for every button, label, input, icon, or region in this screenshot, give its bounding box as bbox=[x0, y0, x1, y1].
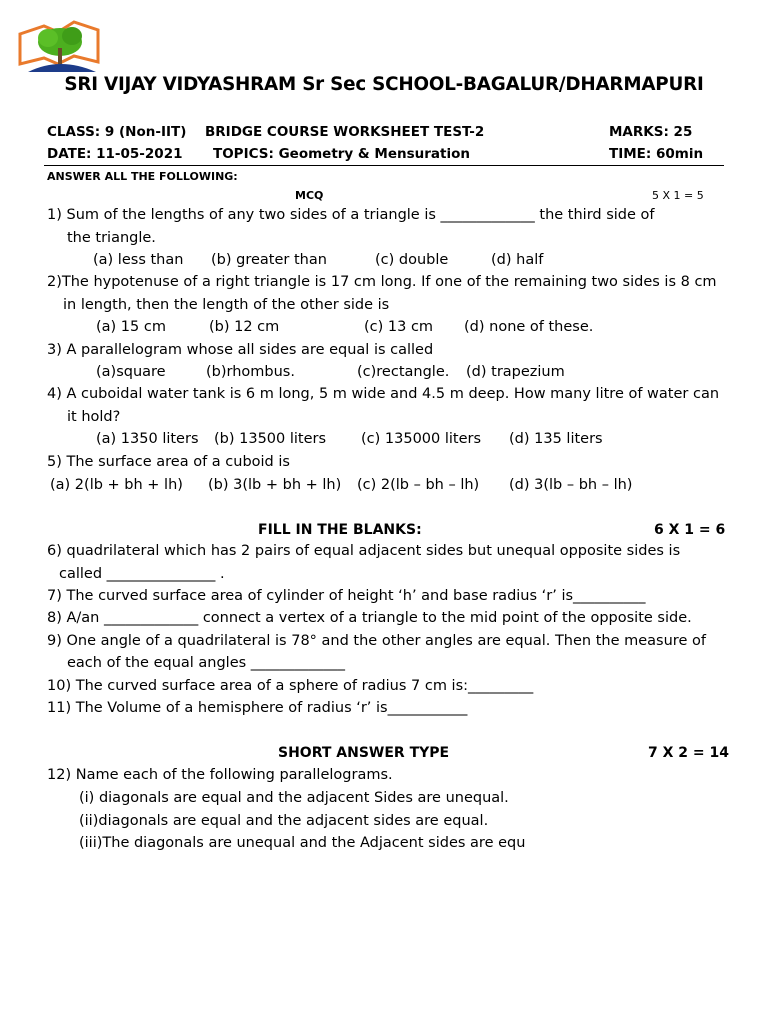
question-2-cont: in length, then the length of the other side is bbox=[63, 297, 390, 313]
question-12: 12) Name each of the following parallelograms. bbox=[47, 767, 393, 783]
question-8: 8) A/an _____________ connect a vertex of a triangle to the mid point of the opposite side. bbox=[47, 610, 692, 626]
question-9: 9) One angle of a quadrilateral is 78° and the other angles are equal. Then the measure of bbox=[47, 633, 706, 649]
school-logo bbox=[14, 12, 104, 76]
q2-option-c: (c) 13 cm bbox=[364, 319, 434, 335]
question-2: 2)The hypotenuse of a right triangle is 17 cm long. If one of the remaining two sides is 8 cm bbox=[47, 274, 717, 290]
school-title: SRI VIJAY VIDYASHRAM Sr Sec SCHOOL-BAGALUR/DHARMAPURI bbox=[64, 74, 704, 95]
short-heading: SHORT ANSWER TYPE bbox=[278, 745, 450, 761]
q2-option-a: (a) 15 cm bbox=[96, 319, 166, 335]
q4-option-b: (b) 13500 liters bbox=[214, 431, 327, 447]
q5-option-d: (d) 3(lb – bh – lh) bbox=[509, 477, 633, 493]
fill-marks: 6 X 1 = 6 bbox=[654, 522, 726, 538]
question-11: 11) The Volume of a hemisphere of radius ‘r’ is___________ bbox=[47, 700, 468, 716]
question-10: 10) The curved surface area of a sphere of radius 7 cm is:_________ bbox=[47, 678, 534, 694]
q4-option-d: (d) 135 liters bbox=[509, 431, 603, 447]
q12-item-1: (i) diagonals are equal and the adjacent Sides are unequal. bbox=[79, 790, 509, 806]
question-1-cont: the triangle. bbox=[67, 230, 156, 246]
question-6-cont: called _______________ . bbox=[59, 566, 225, 582]
mcq-heading: MCQ bbox=[295, 189, 324, 202]
topics-label: TOPICS: Geometry & Mensuration bbox=[213, 146, 470, 162]
q1-option-b: (b) greater than bbox=[211, 252, 327, 268]
date-label: DATE: 11-05-2021 bbox=[47, 146, 183, 162]
question-7: 7) The curved surface area of cylinder of height ‘h’ and base radius ‘r’ is__________ bbox=[47, 588, 646, 604]
q2-option-b: (b) 12 cm bbox=[209, 319, 280, 335]
question-1: 1) Sum of the lengths of any two sides of a triangle is _____________ the third side of bbox=[47, 207, 655, 223]
fill-heading: FILL IN THE BLANKS: bbox=[258, 522, 422, 538]
short-marks: 7 X 2 = 14 bbox=[648, 745, 729, 761]
test-title: BRIDGE COURSE WORKSHEET TEST-2 bbox=[205, 124, 485, 140]
question-9-cont: each of the equal angles _____________ bbox=[67, 655, 346, 671]
q3-option-b: (b)rhombus. bbox=[206, 364, 295, 380]
header-divider bbox=[44, 165, 724, 166]
q5-option-c: (c) 2(lb – bh – lh) bbox=[357, 477, 480, 493]
q1-option-d: (d) half bbox=[491, 252, 544, 268]
q12-item-3: (iii)The diagonals are unequal and the Adjacent sides are equ bbox=[79, 835, 526, 851]
q4-option-c: (c) 135000 liters bbox=[361, 431, 482, 447]
marks-label: MARKS: 25 bbox=[609, 124, 693, 140]
instruction: ANSWER ALL THE FOLLOWING: bbox=[47, 170, 238, 183]
q5-option-b: (b) 3(lb + bh + lh) bbox=[208, 477, 342, 493]
class-label: CLASS: 9 (Non-IIT) bbox=[47, 124, 187, 140]
q1-option-a: (a) less than bbox=[93, 252, 184, 268]
question-5: 5) The surface area of a cuboid is bbox=[47, 454, 290, 470]
question-3: 3) A parallelogram whose all sides are equal is called bbox=[47, 342, 434, 358]
q2-option-d: (d) none of these. bbox=[464, 319, 594, 335]
q1-option-c: (c) double bbox=[375, 252, 449, 268]
time-label: TIME: 60min bbox=[609, 146, 704, 162]
q3-option-c: (c)rectangle. bbox=[357, 364, 450, 380]
q3-option-d: (d) trapezium bbox=[466, 364, 565, 380]
question-6: 6) quadrilateral which has 2 pairs of equal adjacent sides but unequal opposite sides is bbox=[47, 543, 681, 559]
question-4: 4) A cuboidal water tank is 6 m long, 5 m wide and 4.5 m deep. How many litre of water can bbox=[47, 386, 720, 402]
q5-option-a: (a) 2(lb + bh + lh) bbox=[50, 477, 183, 493]
mcq-marks: 5 X 1 = 5 bbox=[652, 189, 704, 202]
question-4-cont: it hold? bbox=[67, 409, 121, 425]
q3-option-a: (a)square bbox=[96, 364, 166, 380]
q12-item-2: (ii)diagonals are equal and the adjacent sides are equal. bbox=[79, 813, 489, 829]
q4-option-a: (a) 1350 liters bbox=[96, 431, 199, 447]
